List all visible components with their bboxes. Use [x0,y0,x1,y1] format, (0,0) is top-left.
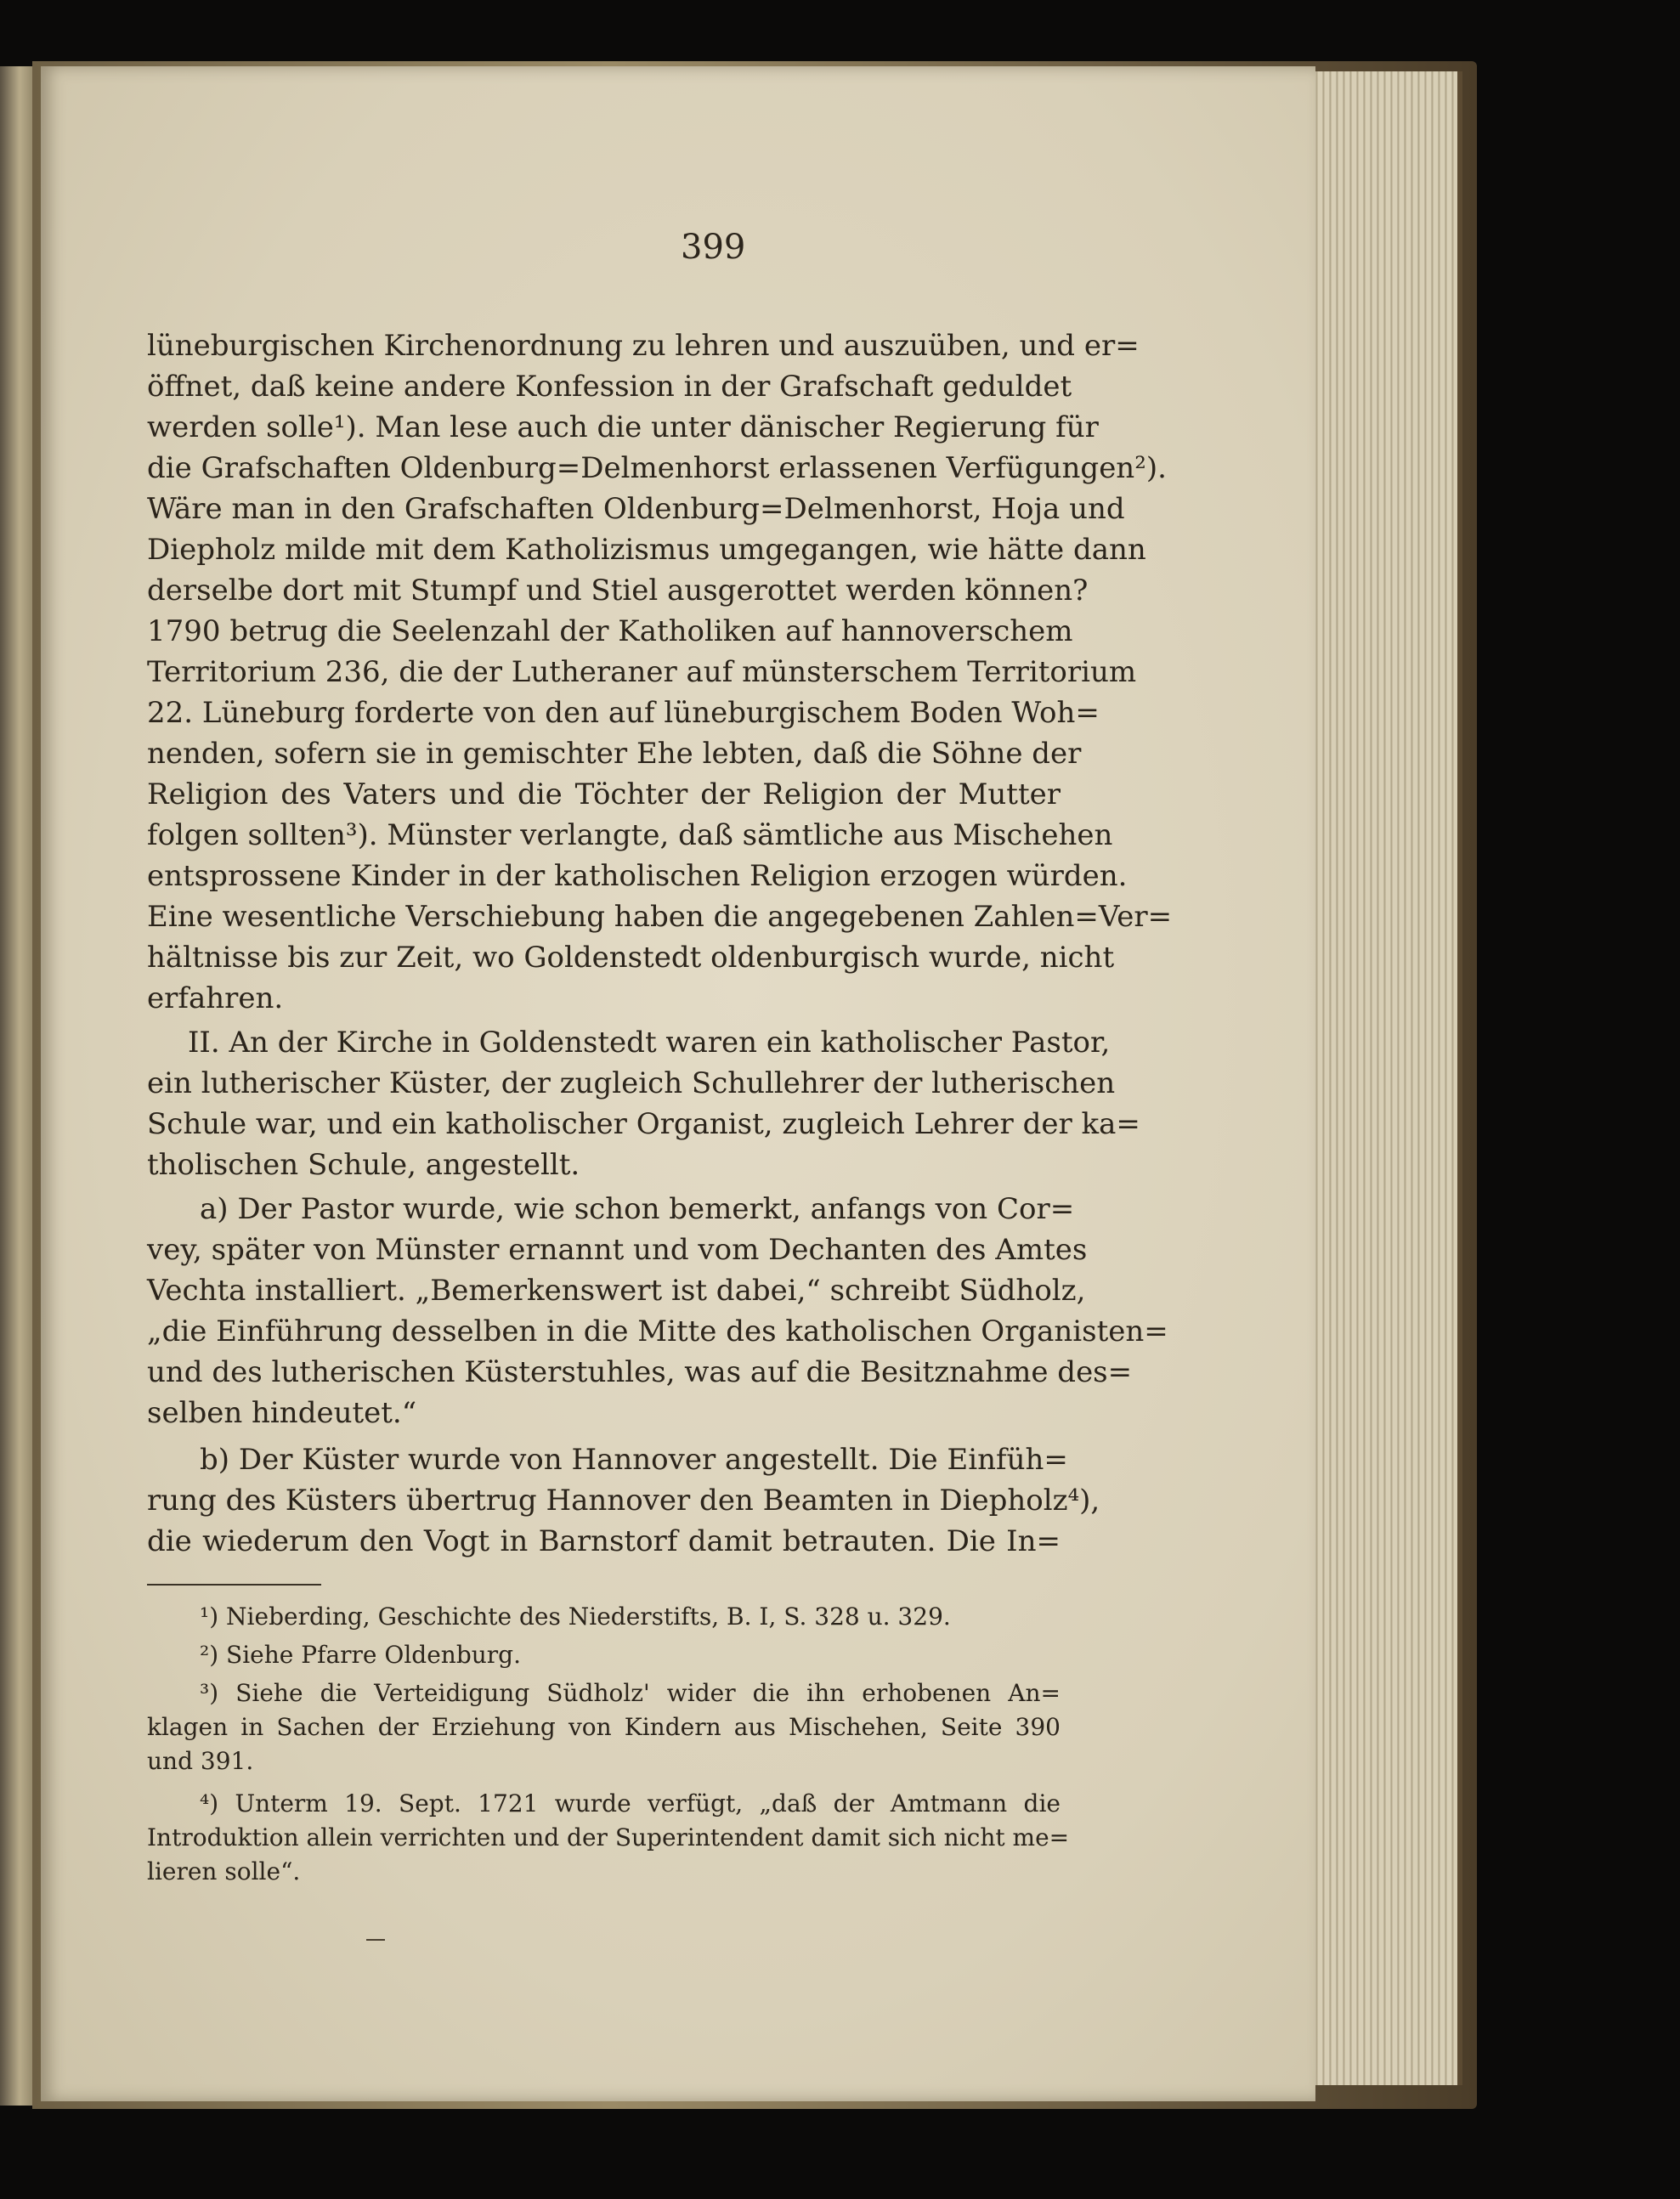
body-line: 1790 betrug die Seelenzahl der Katholiken auf hannoverschem [147,614,1073,648]
body-line: a) Der Pastor wurde, wie schon bemerkt, anfangs von Cor= [200,1192,1075,1226]
footnote-line: Introduktion allein verrichten und der Superintendent damit sich nicht me= [147,1823,1070,1851]
body-line: die Grafschaften Oldenburg=Delmenhorst erlassenen Verfügungen²). [147,451,1167,485]
body-line: selben hindeutet.“ [147,1396,417,1430]
body-line: derselbe dort mit Stumpf und Stiel ausgerottet werden können? [147,574,1089,608]
body-line: öffnet, daß keine andere Konfession in der Grafschaft geduldet [147,370,1072,404]
body-line: ein lutherischer Küster, der zugleich Schullehrer der lutherischen [147,1066,1116,1100]
body-line: werden solle¹). Man lese auch die unter dänischer Regierung für [147,410,1099,444]
body-line: folgen sollten³). Münster verlangte, daß sämtliche aus Mischehen [147,818,1113,852]
page-mark [366,1939,385,1941]
body-line: Diepholz milde mit dem Katholizismus umgegangen, wie hätte dann [147,533,1146,567]
body-line: Eine wesentliche Verschiebung haben die angegebenen Zahlen=Ver= [147,900,1173,934]
page-fore-edge [1304,71,1462,2085]
body-line: rung des Küsters übertrug Hannover den Beamten in Diepholz⁴), [147,1484,1100,1518]
body-line: „die Einführung desselben in die Mitte des katholischen Organisten= [147,1314,1168,1348]
body-line: Religion des Vaters und die Töchter der Religion der Mutter [147,777,1061,811]
body-line: Vechta installiert. „Bemerkenswert ist dabei,“ schreibt Südholz, [147,1274,1086,1308]
body-line: II. An der Kirche in Goldenstedt waren ein katholischer Pastor, [188,1026,1111,1060]
body-line: lüneburgischen Kirchenordnung zu lehren und auszuüben, und er= [147,329,1140,363]
footnote-line: ²) Siehe Pfarre Oldenburg. [200,1641,521,1669]
footnote-line: klagen in Sachen der Erziehung von Kindern aus Mischehen, Seite 390 [147,1713,1061,1741]
body-line: nenden, sofern sie in gemischter Ehe lebten, daß die Söhne der [147,737,1082,771]
body-line: vey, später von Münster ernannt und vom Dechanten des Amtes [147,1233,1088,1267]
book-page [41,66,1315,2101]
body-line: entsprossene Kinder in der katholischen Religion erzogen würden. [147,859,1128,893]
footnote-separator [147,1584,321,1586]
body-line: und des lutherischen Küsterstuhles, was auf die Besitznahme des= [147,1355,1133,1389]
body-line: hältnisse bis zur Zeit, wo Goldenstedt oldenburgisch wurde, nicht [147,941,1115,975]
footnote-line: ⁴) Unterm 19. Sept. 1721 wurde verfügt, „daß der Amtmann die [200,1789,1061,1817]
body-line: Territorium 236, die der Lutheraner auf münsterschem Territorium [147,655,1137,689]
body-line: erfahren. [147,981,284,1015]
body-line: Wäre man in den Grafschaften Oldenburg=Delmenhorst, Hoja und [147,492,1125,526]
body-line: tholischen Schule, angestellt. [147,1148,580,1182]
footnote-line: lieren solle“. [147,1857,301,1885]
page-number: 399 [681,228,746,267]
body-line: Schule war, und ein katholischer Organist, zugleich Lehrer der ka= [147,1107,1140,1141]
body-line: b) Der Küster wurde von Hannover angestellt. Die Einfüh= [200,1443,1068,1477]
body-line: die wiederum den Vogt in Barnstorf damit betrauten. Die In= [147,1524,1061,1558]
footnote-line: ¹) Nieberding, Geschichte des Niederstifts, B. I, S. 328 u. 329. [200,1603,951,1631]
footnote-line: und 391. [147,1747,254,1775]
footnote-line: ³) Siehe die Verteidigung Südholz' wider die ihn erhobenen An= [200,1679,1061,1707]
body-line: 22. Lüneburg forderte von den auf lüneburgischem Boden Woh= [147,696,1100,730]
